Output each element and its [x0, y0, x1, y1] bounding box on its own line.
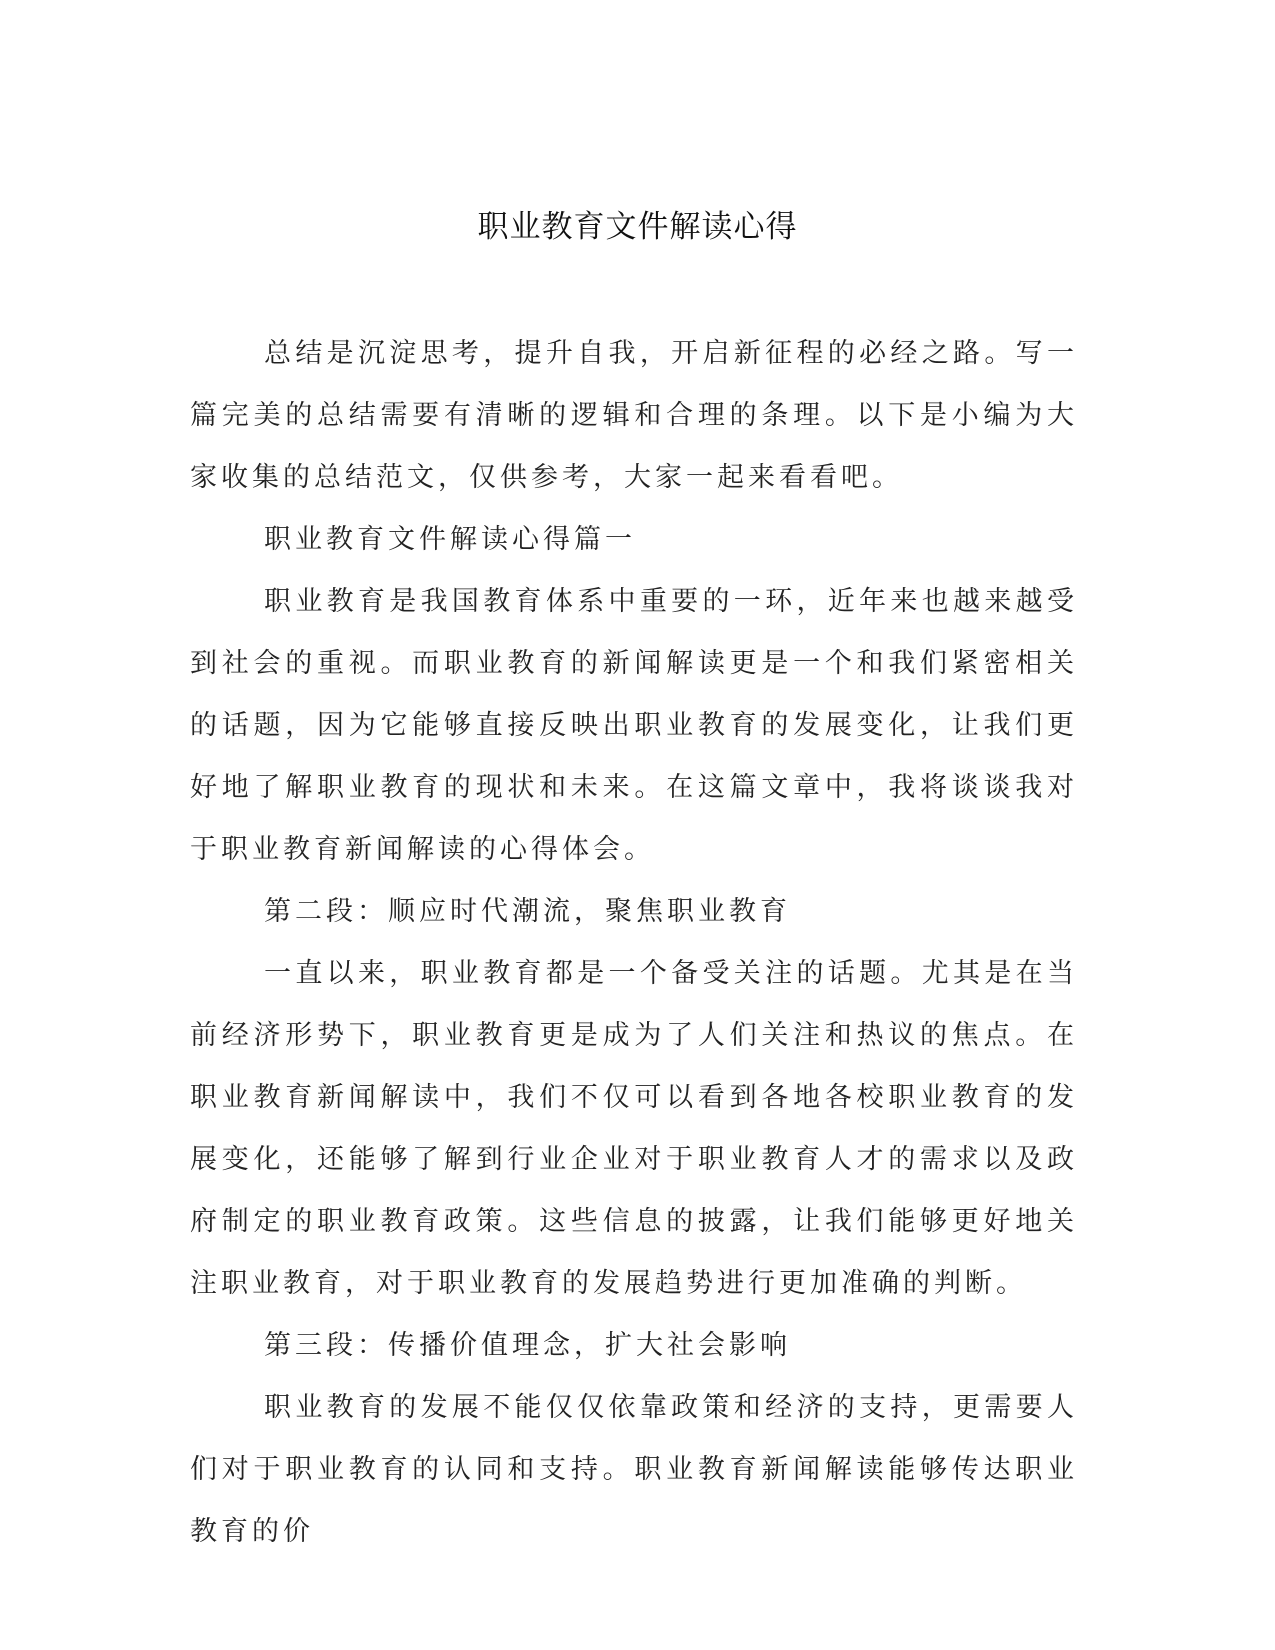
body-paragraph: 职业教育的发展不能仅仅依靠政策和经济的支持，更需要人们对于职业教育的认同和支持。职业教育新闻解读能够传达职业教育的价 [190, 1392, 1078, 1547]
document-title: 职业教育文件解读心得 [477, 209, 798, 245]
section-heading-part-one: 职业教育文件解读心得篇一 [264, 524, 636, 555]
document-body [190, 323, 1078, 1563]
body-paragraph: 职业教育是我国教育体系中重要的一环，近年来也越来越受到社会的重视。而职业教育的新闻解读更是一个和我们紧密相关的话题，因为它能够直接反映出职业教育的发展变化，让我们更好地了解职业教育的现状和未来。在这篇文章中，我将谈谈我对于职业教育新闻解读的心得体会。 [190, 586, 1078, 865]
section-heading-paragraph-two: 第二段：顺应时代潮流，聚焦职业教育 [264, 896, 791, 927]
intro-paragraph: 总结是沉淀思考，提升自我，开启新征程的必经之路。写一篇完美的总结需要有清晰的逻辑和合理的条理。以下是小编为大家收集的总结范文，仅供参考，大家一起来看看吧。 [190, 338, 1078, 493]
section-heading-paragraph-three: 第三段：传播价值理念，扩大社会影响 [264, 1330, 791, 1361]
body-paragraph: 一直以来，职业教育都是一个备受关注的话题。尤其是在当前经济形势下，职业教育更是成为了人们关注和热议的焦点。在职业教育新闻解读中，我们不仅可以看到各地各校职业教育的发展变化，还能够了解到行业企业对于职业教育人才的需求以及政府制定的职业教育政策。这些信息的披露，让我们能够更好地关注职业教育，对于职业教育的发展趋势进行更加准确的判断。 [190, 958, 1078, 1299]
